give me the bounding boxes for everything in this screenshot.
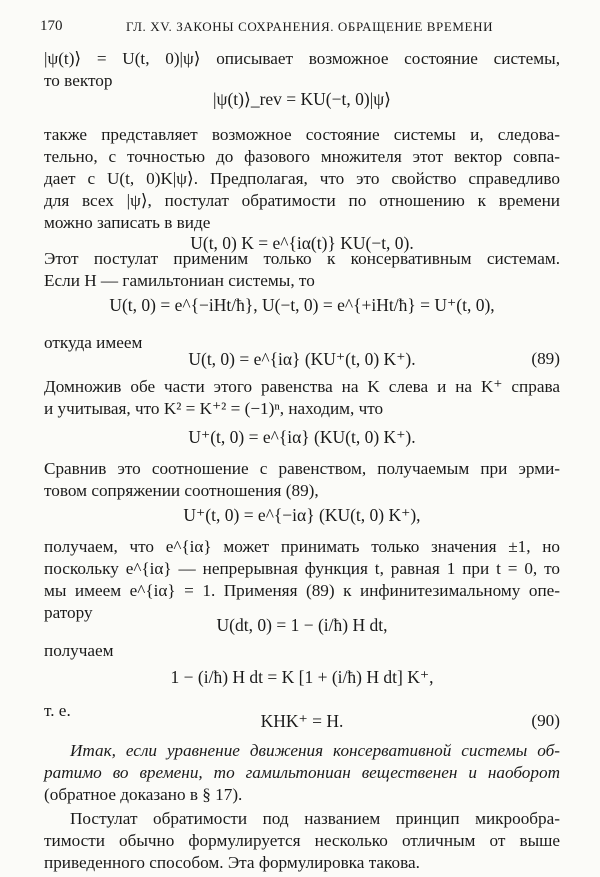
text-line: товом сопряжении соотношения (89),	[44, 481, 319, 500]
text-line: Этот постулат применим только к консервативным системам.	[44, 249, 560, 268]
equation-evolution-operators: U(t, 0) = e^{−iHt/ħ}, U(−t, 0) = e^{+iHt/ħ} = U⁺(t, 0),	[109, 295, 495, 315]
text-line: т. е.	[44, 701, 71, 720]
equation-u-dagger-conjugate: U⁺(t, 0) = e^{−iα} (KU(t, 0) K⁺),	[183, 505, 421, 525]
text-line: получаем, что e^{iα} может принимать только значения ±1, но	[44, 537, 560, 556]
page-number: 170	[40, 18, 63, 34]
equation-infinitesimal-k: 1 − (i/ħ) H dt = K [1 + (i/ħ) H dt] K⁺,	[170, 667, 434, 687]
text-line: приведенного способом. Эта формулировка такова.	[44, 853, 420, 872]
text-line: тимости обычно формулируется несколько отличным от выше	[44, 831, 560, 850]
text-line: получаем	[44, 641, 114, 660]
text-line: Домножив обе части этого равенства на K слева и на K⁺ справа	[44, 377, 560, 396]
text-line: откуда имеем	[44, 333, 143, 352]
equation-89: U(t, 0) = e^{iα} (KU⁺(t, 0) K⁺).	[188, 349, 416, 369]
equation-u-dagger: U⁺(t, 0) = e^{iα} (KU(t, 0) K⁺).	[188, 427, 416, 447]
equation-number-90: (90)	[531, 711, 560, 730]
text-line: также представляет возможное состояние системы и, следова-	[44, 125, 560, 144]
text-line: Если H — гамильтониан системы, то	[44, 271, 315, 290]
text-line: Постулат обратимости под названием принцип микрообра-	[70, 809, 560, 828]
text-line: Итак, если уравнение движения консервативной системы об-	[70, 741, 560, 760]
text-line: для всех |ψ⟩, постулат обратимости по отношению к времени	[44, 191, 560, 210]
text-line: тельно, с точностью до фазового множителя этот вектор совпа-	[44, 147, 560, 166]
text-line: поскольку e^{iα} — непрерывная функция t, равная 1 при t = 0, то	[44, 559, 560, 578]
equation-rev-vector: |ψ(t)⟩_rev = KU(−t, 0)|ψ⟩	[213, 89, 391, 109]
text-line: ратимо во времени, то гамильтониан вещественен и наоборот	[44, 763, 560, 782]
equation-infinitesimal: U(dt, 0) = 1 − (i/ħ) H dt,	[216, 615, 388, 635]
text-line: ратору	[44, 603, 93, 622]
text-line: дает с U(t, 0)K|ψ⟩. Предполагая, что это свойство справедливо	[44, 169, 560, 188]
equation-reversibility: U(t, 0) K = e^{iα(t)} KU(−t, 0).	[190, 233, 414, 253]
text-line: (обратное доказано в § 17).	[44, 785, 243, 804]
text-line: и учитывая, что K² = K⁺² = (−1)ⁿ, находим, что	[44, 399, 384, 418]
equation-90: KHK⁺ = H.	[260, 711, 344, 731]
running-title: ГЛ. XV. ЗАКОНЫ СОХРАНЕНИЯ. ОБРАЩЕНИЕ ВРЕМЕНИ	[126, 19, 494, 34]
text-line: |ψ(t)⟩ = U(t, 0)|ψ⟩ описывает возможное состояние системы,	[44, 49, 560, 68]
text-line: мы имеем e^{iα} = 1. Применяя (89) к инфинитезимальному опе-	[44, 581, 560, 600]
text-line: то вектор	[44, 71, 113, 90]
text-line: Сравнив это соотношение с равенством, получаемым при эрми-	[44, 459, 560, 478]
text-line: можно записать в виде	[44, 213, 211, 232]
equation-number-89: (89)	[531, 349, 560, 368]
